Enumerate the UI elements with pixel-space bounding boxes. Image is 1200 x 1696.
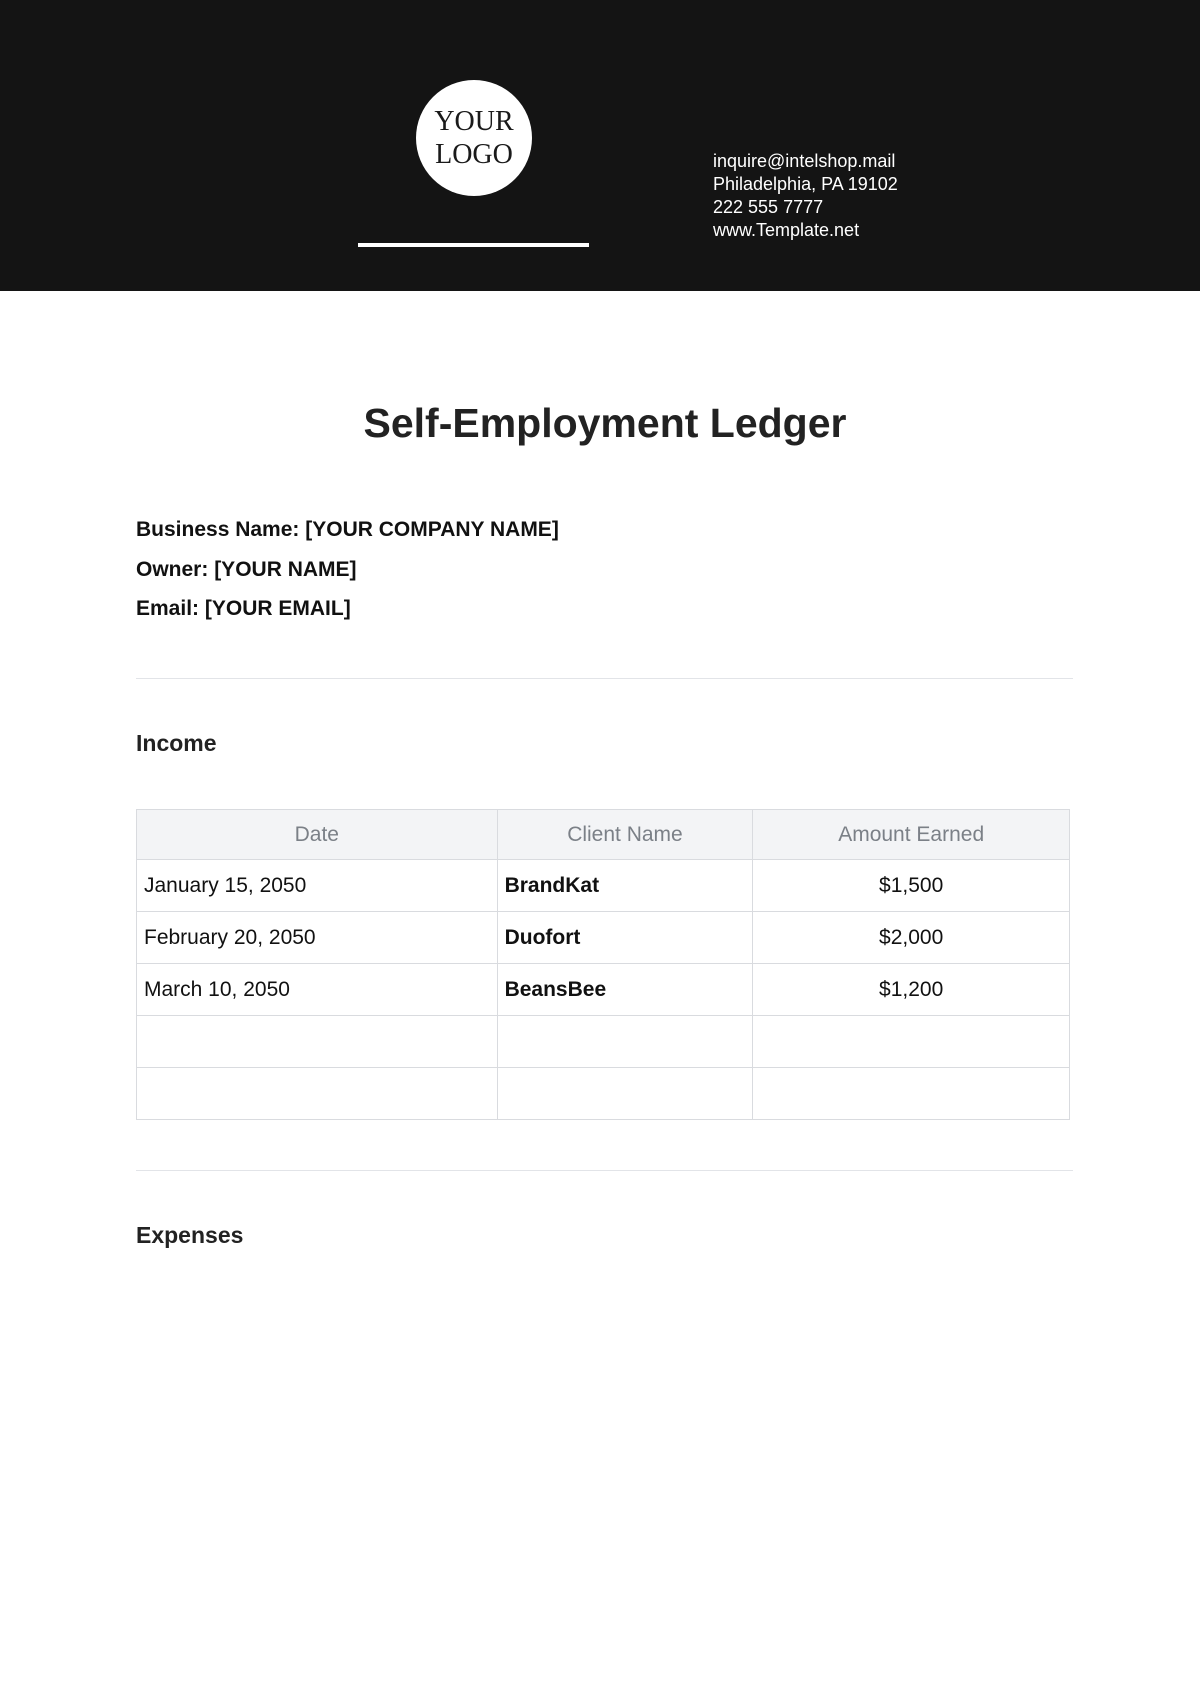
- cell-date: [137, 1016, 498, 1068]
- cell-amount: [753, 1068, 1070, 1120]
- table-row-empty: [137, 1068, 1070, 1120]
- info-label: Owner:: [136, 557, 209, 581]
- logo-text-line1: YOUR: [434, 106, 514, 137]
- contact-address: Philadelphia, PA 19102: [713, 174, 898, 194]
- section-divider: [136, 1170, 1073, 1171]
- cell-date: [137, 1068, 498, 1120]
- cell-amount: $1,200: [753, 964, 1070, 1016]
- info-value: [YOUR NAME]: [214, 557, 357, 581]
- info-label: Business Name:: [136, 518, 300, 541]
- table-row: [137, 860, 1070, 912]
- column-header-date: Date: [137, 810, 498, 860]
- contact-email: inquire@intelshop.mail: [713, 151, 896, 171]
- income-table: [136, 809, 1070, 1120]
- cell-amount: [753, 1016, 1070, 1068]
- income-heading: Income: [136, 730, 217, 756]
- logo-underline-divider: [358, 243, 589, 247]
- table-row-empty: [137, 1016, 1070, 1068]
- info-value: [YOUR COMPANY NAME]: [305, 518, 559, 541]
- table-row: [137, 912, 1070, 964]
- cell-amount: $1,500: [753, 860, 1070, 912]
- expenses-heading: Expenses: [136, 1222, 244, 1248]
- info-business-name: [136, 517, 559, 557]
- cell-date: February 20, 2050: [137, 912, 498, 964]
- cell-amount: $2,000: [753, 912, 1070, 964]
- info-label: Email:: [136, 597, 200, 620]
- cell-client: [497, 1016, 753, 1068]
- document-title: Self-Employment Ledger: [363, 400, 847, 446]
- section-divider: [136, 678, 1073, 679]
- info-owner: [136, 557, 559, 597]
- column-header-amount-earned: Amount Earned: [753, 810, 1070, 860]
- logo-text-line2: LOGO: [435, 139, 513, 170]
- table-header-row: [137, 810, 1070, 860]
- cell-client: [497, 1068, 753, 1120]
- contact-block: [713, 150, 898, 242]
- cell-client: Duofort: [497, 912, 753, 964]
- column-header-client-name: Client Name: [497, 810, 753, 860]
- logo-placeholder: [416, 80, 532, 196]
- contact-website: www.Template.net: [713, 220, 860, 240]
- document-header: [0, 0, 1200, 291]
- info-email: [136, 596, 559, 636]
- cell-date: January 15, 2050: [137, 860, 498, 912]
- contact-phone: 222 555 7777: [713, 197, 824, 217]
- cell-date: March 10, 2050: [137, 964, 498, 1016]
- info-value: [YOUR EMAIL]: [204, 597, 351, 620]
- table-row: [137, 964, 1070, 1016]
- cell-client: BrandKat: [497, 860, 753, 912]
- cell-client: BeansBee: [497, 964, 753, 1016]
- business-info: [136, 517, 559, 636]
